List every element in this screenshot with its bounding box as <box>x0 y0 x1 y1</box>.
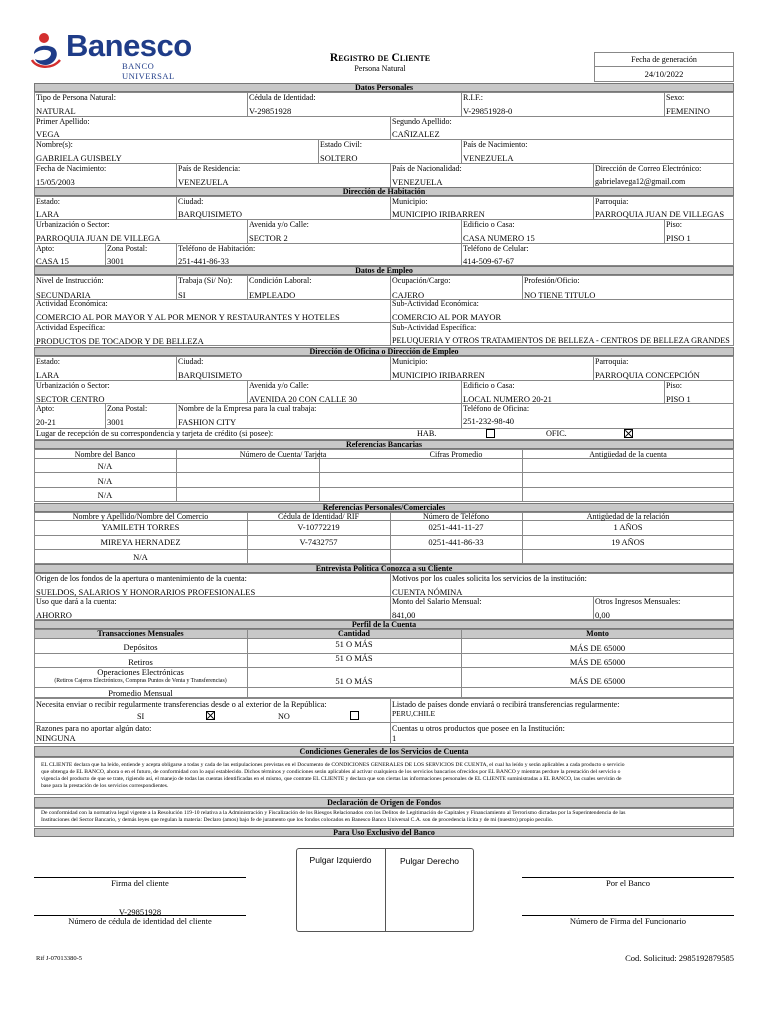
table-row: (Retiros Cajeros Electrónicos, Compras Puntos de Venta y Transferencias) <box>54 678 227 684</box>
section-perfil-cuenta: Perfil de la Cuenta <box>34 620 734 629</box>
section-datos-empleo: Datos de Empleo <box>34 266 734 275</box>
table-row: V-10772219 <box>297 522 340 532</box>
cedula-value: V-29851928 <box>249 106 292 116</box>
hab-parroquia-value: PARROQUIA JUAN DE VILLEGAS <box>595 209 725 219</box>
tipo-persona-label: Tipo de Persona Natural: <box>36 93 116 102</box>
firma-funcionario-label: Número de Firma del Funcionario <box>569 916 687 926</box>
hab-municipio-label: Municipio: <box>392 197 428 206</box>
transfer-si-label: SI <box>137 712 145 721</box>
section-datos-personales: Datos Personales <box>34 83 734 92</box>
hab-ciudad-label: Ciudad: <box>178 197 204 206</box>
profesion-label: Profesión/Oficio: <box>524 276 580 285</box>
hab-estado-label: Estado: <box>36 197 60 206</box>
profesion-value: NO TIENE TITULO <box>524 290 596 300</box>
section-direccion-oficina: Dirección de Oficina o Dirección de Empleo <box>34 347 734 356</box>
bancarias-header-cuenta: Número de Cuenta/ Tarjeta <box>239 450 327 459</box>
trabaja-value: SI <box>178 290 186 300</box>
table-row: YAMILETH TORRES <box>101 522 180 532</box>
table-row: N/A <box>97 490 113 500</box>
section-referencias-bancarias: Referencias Bancarias <box>34 440 734 449</box>
ofic-option-label: OFIC. <box>546 429 567 438</box>
table-row: MÁS DE 65000 <box>569 676 626 686</box>
fecha-nacimiento-value: 15/05/2003 <box>36 177 75 187</box>
fecha-nacimiento-label: Fecha de Nacimiento: <box>36 164 107 173</box>
perfil-header-transacciones: Transacciones Mensuales <box>97 629 184 638</box>
perfil-header-cantidad: Cantidad <box>337 629 370 638</box>
table-row: Promedio Mensual <box>108 688 173 698</box>
motivos-value: CUENTA NÓMINA <box>392 587 463 597</box>
ofi-avenida-value: AVENIDA 20 CON CALLE 30 <box>249 394 357 404</box>
pais-residencia-value: VENEZUELA <box>178 177 229 187</box>
table-row: MÁS DE 65000 <box>569 657 626 667</box>
cod-solicitud: Cod. Solicitud: 2985192879585 <box>625 953 734 963</box>
pulgar-izquierdo-label: Pulgar Izquierdo <box>309 855 372 865</box>
motivos-label: Motivos por los cuales solicita los servicios de la institución: <box>392 574 587 583</box>
hab-avenida-value: SECTOR 2 <box>249 233 288 243</box>
condiciones-line: base para la prestación de los servicios correspondientes. <box>41 783 169 789</box>
section-direccion-habitacion: Dirección de Habitación <box>34 187 734 196</box>
ofi-estado-value: LARA <box>36 370 60 380</box>
perfil-header-monto: Monto <box>586 629 609 638</box>
subactividad-economica-value: COMERCIO AL POR MAYOR <box>392 312 502 322</box>
rif-footer: Rif J-07013380-5 <box>36 955 83 962</box>
section-referencias-personales: Referencias Personales/Comerciales <box>34 503 734 512</box>
cedula-cliente-label: Número de cédula de identidad del cliente <box>68 916 212 926</box>
cedula-cliente-value: V-29851928 <box>118 907 162 917</box>
paises-label: Listado de países donde enviará o recibirá transferencias regularmente: <box>392 700 620 709</box>
por-banco-label: Por el Banco <box>606 878 650 888</box>
pais-nacionalidad-label: País de Nacionalidad: <box>392 164 462 173</box>
table-row: MIREYA HERNADEZ <box>100 537 181 547</box>
otros-ingresos-label: Otros Ingresos Mensuales: <box>595 597 681 606</box>
ocupacion-label: Ocupación/Cargo: <box>392 276 451 285</box>
subactividad-economica-label: Sub-Actividad Económica: <box>392 299 479 308</box>
hab-celular-value: 414-509-67-67 <box>463 256 514 266</box>
ofi-municipio-value: MUNICIPIO IRIBARREN <box>392 370 485 380</box>
hab-apto-label: Apto: <box>36 244 55 253</box>
correo-label: Dirección de Correo Electrónico: <box>595 164 702 173</box>
transfer-no-checkbox[interactable] <box>350 711 359 720</box>
table-row: N/A <box>97 461 113 471</box>
origen-fondos-label: Origen de los fondos de la apertura o mantenimiento de la cuenta: <box>36 574 247 583</box>
hab-option-label: HAB. <box>417 429 437 438</box>
page-title: Registro de Cliente <box>329 52 431 64</box>
ofi-telefono-label: Teléfono de Oficina: <box>463 404 530 413</box>
ofi-ciudad-value: BARQUISIMETO <box>178 370 243 380</box>
brand-name: Banesco <box>66 28 192 63</box>
monto-salario-value: 841,00 <box>392 610 416 620</box>
primer-apellido-value: VEGA <box>36 129 60 139</box>
banesco-logo-icon <box>30 32 64 70</box>
table-row: N/A <box>97 476 113 486</box>
hab-zona-value: 3001 <box>107 256 124 266</box>
actividad-economica-label: Actividad Económica: <box>36 299 108 308</box>
fecha-generacion-label: Fecha de generación <box>631 55 697 64</box>
subactividad-especifica-label: Sub-Actividad Específica: <box>392 323 477 332</box>
empresa-label: Nombre de la Empresa para la cual trabaja: <box>178 404 317 413</box>
origen-fondos-value: SUELDOS, SALARIOS Y HONORARIOS PROFESIONALES <box>36 587 256 597</box>
hab-ciudad-value: BARQUISIMETO <box>178 209 243 219</box>
hab-checkbox[interactable] <box>486 429 495 438</box>
monto-salario-label: Monto del Salario Mensual: <box>392 597 482 606</box>
section-declaracion-fondos: Declaración de Origen de Fondos <box>34 797 734 808</box>
estado-civil-value: SOLTERO <box>320 153 358 163</box>
ofi-edificio-label: Edificio o Casa: <box>463 381 515 390</box>
hab-edificio-value: CASA NUMERO 15 <box>463 233 535 243</box>
tipo-persona-value: NATURAL <box>36 106 76 116</box>
ofi-estado-label: Estado: <box>36 357 60 366</box>
hab-urbanizacion-label: Urbanización o Sector: <box>36 220 110 229</box>
firma-cliente-label: Firma del cliente <box>111 878 169 888</box>
ofi-apto-label: Apto: <box>36 404 55 413</box>
transfer-si-checkbox[interactable] <box>206 711 215 720</box>
table-row: MÁS DE 65000 <box>569 643 626 653</box>
condicion-laboral-label: Condición Laboral: <box>249 276 312 285</box>
ofi-urbanizacion-value: SECTOR CENTRO <box>36 394 105 404</box>
trabaja-label: Trabaja (Si/ No): <box>178 276 233 285</box>
nombres-value: GABRIELA GUISBELY <box>36 153 122 163</box>
hab-urbanizacion-value: PARROQUIA JUAN DE VILLEGA <box>36 233 161 243</box>
ofi-ciudad-label: Ciudad: <box>178 357 204 366</box>
hab-municipio-value: MUNICIPIO IRIBARREN <box>392 209 485 219</box>
bancarias-header-banco: Nombre del Banco <box>74 450 136 459</box>
actividad-economica-value: COMERCIO AL POR MAYOR Y AL POR MENOR Y RESTAURANTES Y HOTELES <box>36 312 340 322</box>
table-row: 51 O MÁS <box>335 676 373 686</box>
condiciones-line: vigencia del producto de que se trate, rigiendo así, el manejo de todas las cuentas identificadas en el mismo, que contrate EL CLIENTE y declara que son ciertas las informaciones personales de EL CLIENTE suministradas a EL BANCO, las cuales servirán de <box>41 776 622 782</box>
condiciones-line: EL CLIENTE declara que ha leído, entiende y acepta obligarse a todas y cada de las estipulaciones previstas en el Documento de CONDICIONES GENERALES DE LOS SERVICIOS DE CUENTA, el cual ha leído y serán aplicables a cada producto o servicio <box>41 762 625 768</box>
bancarias-header-antiguedad: Antigüedad de la cuenta <box>589 450 667 459</box>
sexo-value: FEMENINO <box>666 106 710 116</box>
uso-cuenta-label: Uso que dará a la cuenta: <box>36 597 117 606</box>
segundo-apellido-value: CAÑIZALEZ <box>392 129 440 139</box>
table-row: 0251-441-86-33 <box>428 537 484 547</box>
hab-celular-label: Teléfono de Celular: <box>463 244 529 253</box>
personales-header-cedula: Cédula de Identidad/ RIF <box>277 512 360 521</box>
transferencias-label: Necesita enviar o recibir regularmente transferencias desde o al exterior de la República: <box>36 700 327 709</box>
hab-piso-label: Piso: <box>666 220 683 229</box>
section-entrevista: Entrevista Política Conozca a su Cliente <box>34 564 734 573</box>
subactividad-especifica-value: PELUQUERIA Y OTROS TRATAMIENTOS DE BELLEZA - CENTROS DE BELLEZA GRANDES <box>392 336 730 345</box>
ocupacion-value: CAJERO <box>392 290 425 300</box>
ofi-edificio-value: LOCAL NUMERO 20-21 <box>463 394 552 404</box>
personales-header-antiguedad: Antigüedad de la relación <box>586 512 670 521</box>
correo-value: gabrielavega12@gmail.com <box>595 177 686 186</box>
paises-value: PERU,CHILE <box>392 709 436 718</box>
table-row: Retiros <box>128 657 153 667</box>
table-row: 19 AÑOS <box>611 537 645 547</box>
hab-apto-value: CASA 15 <box>36 256 69 266</box>
declaracion-line: Instituciones del Sector Bancario, y demás leyes que regulan la materia: Declaro (amos) bajo fe de juramento que los fondos colocados en Banesco Banco Universal C.A. son de procedencia lícita y de mi (nuestro) propio peculio. <box>41 817 554 823</box>
table-row: 1 AÑOS <box>613 522 643 532</box>
segundo-apellido-label: Segundo Apellido: <box>392 117 452 126</box>
page-subtitle: Persona Natural <box>354 64 406 73</box>
hab-telefono-value: 251-441-86-33 <box>178 256 229 266</box>
table-row: N/A <box>133 552 148 562</box>
cedula-label: Cédula de Identidad: <box>249 93 316 102</box>
banesco-logo <box>30 28 200 81</box>
ofi-urbanizacion-label: Urbanización o Sector: <box>36 381 110 390</box>
hab-telefono-label: Teléfono de Habitación: <box>178 244 256 253</box>
section-uso-banco: Para Uso Exclusivo del Banco <box>34 828 734 837</box>
personales-header-nombre: Nombre y Apellido/Nombre del Comercio <box>72 512 209 521</box>
personales-header-telefono: Número de Teléfono <box>423 512 489 521</box>
ofic-checkbox[interactable] <box>624 429 633 438</box>
hab-edificio-label: Edificio o Casa: <box>463 220 515 229</box>
pais-nacimiento-value: VENEZUELA <box>463 153 514 163</box>
rif-value: V-29851928-0 <box>463 106 513 116</box>
brand-subtitle: BANCO UNIVERSAL <box>122 61 175 81</box>
fecha-generacion-value: 24/10/2022 <box>644 69 684 79</box>
lugar-recepcion-label: Lugar de recepción de su correspondencia y tarjeta de crédito (si posee): <box>36 429 274 438</box>
table-row: 0251-441-11-27 <box>428 522 484 532</box>
pais-nacionalidad-value: VENEZUELA <box>392 177 443 187</box>
declaracion-line: De conformidad con la normativa legal vigente a la Resolución 119-10 relativa a la Administración y Fiscalización de los Riesgos Relacionados con los Delitos de Legitimación de Capitales y Financiamiento al Terrorismo dictadas por la Superintendencia de las <box>41 810 626 816</box>
hab-avenida-label: Avenida y/o Calle: <box>249 220 309 229</box>
uso-cuenta-value: AHORRO <box>36 610 72 620</box>
rif-label: R.I.F.: <box>463 93 484 102</box>
section-condiciones-generales: Condiciones Generales de los Servicios de Cuenta <box>34 746 734 757</box>
condiciones-line: que obtenga de EL BANCO, ahora o en el futuro, de conformidad con lo aquí establecido. Dichos términos y condiciones serán aplicables al activar cualquiera de los servicios bancarios ofrecidos por EL BANCO y mientras perdure la prestación del servicio o <box>41 769 621 775</box>
ofi-municipio-label: Municipio: <box>392 357 428 366</box>
otros-ingresos-value: 0,00 <box>595 610 610 620</box>
hab-piso-value: PISO 1 <box>666 233 691 243</box>
table-row: 51 O MÁS <box>335 639 373 649</box>
hab-estado-value: LARA <box>36 209 60 219</box>
ofi-apto-value: 20-21 <box>36 417 56 427</box>
nivel-instruccion-value: SECUNDARIA <box>36 290 91 300</box>
ofi-parroquia-value: PARROQUIA CONCEPCIÓN <box>595 370 700 380</box>
ofi-zona-label: Zona Postal: <box>107 404 148 413</box>
nombres-label: Nombre(s): <box>36 140 73 149</box>
actividad-especifica-value: PRODUCTOS DE TOCADOR Y DE BELLEZA <box>36 336 204 346</box>
razones-label: Razones para no aportar algún dato: <box>36 724 152 733</box>
bancarias-header-cifras: Cifras Promedio <box>429 450 483 459</box>
sexo-label: Sexo: <box>666 93 685 102</box>
cuentas-productos-label: Cuentas u otros productos que posee en la Institución: <box>392 724 565 733</box>
nivel-instruccion-label: Nivel de Instrucción: <box>36 276 104 285</box>
table-row: Depósitos <box>123 642 158 652</box>
table-row: V-7432757 <box>299 537 338 547</box>
table-row: Operaciones Electrónicas <box>97 667 184 677</box>
cuentas-productos-value: 1 <box>392 733 397 743</box>
ofi-piso-label: Piso: <box>666 381 683 390</box>
transfer-no-label: NO <box>278 712 290 721</box>
primer-apellido-label: Primer Apellido: <box>36 117 90 126</box>
pais-residencia-label: País de Residencia: <box>178 164 241 173</box>
ofi-zona-value: 3001 <box>107 417 124 427</box>
ofi-piso-value: PISO 1 <box>666 394 691 404</box>
actividad-especifica-label: Actividad Específica: <box>36 323 106 332</box>
table-row: 51 O MÁS <box>335 653 373 663</box>
razones-value: NINGUNA <box>36 733 76 743</box>
empresa-value: FASHION CITY <box>178 417 237 427</box>
ofi-telefono-value: 251-232-98-40 <box>463 416 514 426</box>
estado-civil-label: Estado Civil: <box>320 140 362 149</box>
ofi-avenida-label: Avenida y/o Calle: <box>249 381 309 390</box>
pulgar-derecho-label: Pulgar Derecho <box>399 856 460 866</box>
hab-zona-label: Zona Postal: <box>107 244 148 253</box>
ofi-parroquia-label: Parroquia: <box>595 357 629 366</box>
condicion-laboral-value: EMPLEADO <box>249 290 296 300</box>
hab-parroquia-label: Parroquia: <box>595 197 629 206</box>
pais-nacimiento-label: País de Nacimiento: <box>463 140 528 149</box>
